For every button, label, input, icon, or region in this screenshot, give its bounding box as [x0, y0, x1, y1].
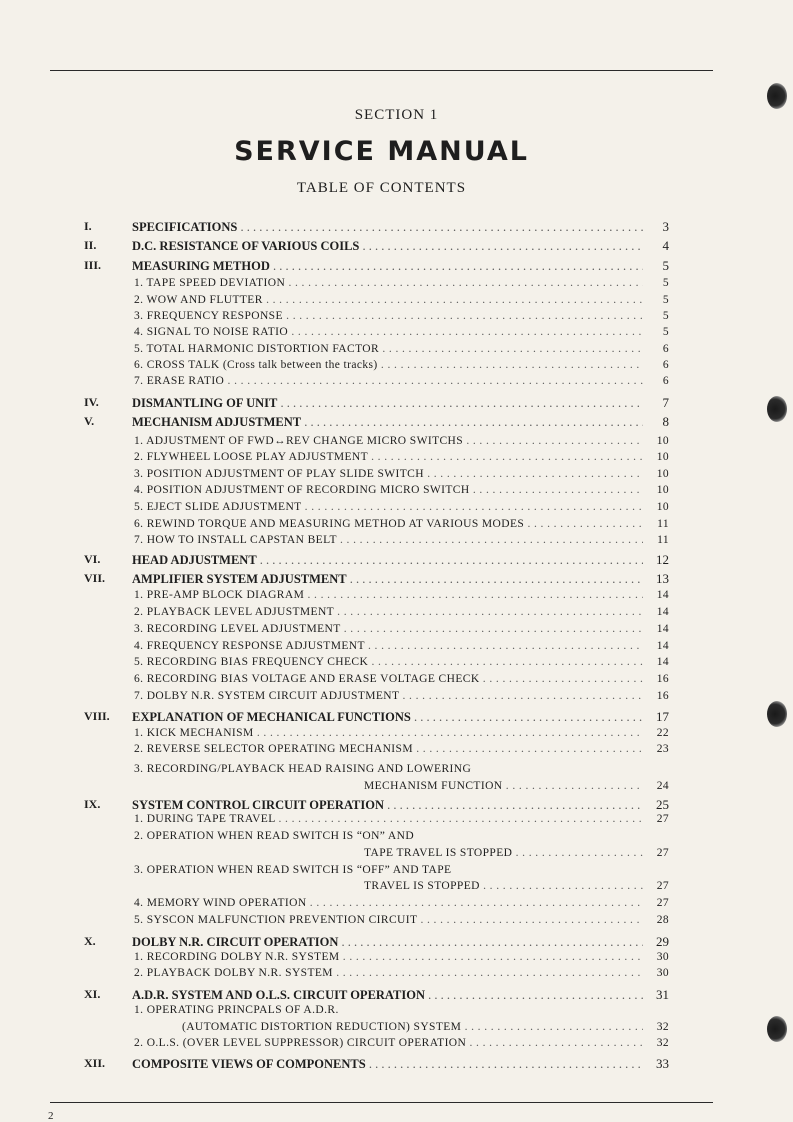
toc-entry-label: (AUTOMATIC DISTORTION REDUCTION) SYSTEM . . . — [84, 1021, 643, 1033]
toc-entry-label: 6. CROSS TALK (Cross talk between the tracks) . . . — [84, 359, 643, 371]
toc-page-number: 32 — [656, 1021, 669, 1033]
binder-hole — [767, 701, 787, 727]
toc-entry-label: 1. KICK MECHANISM . . . — [84, 727, 643, 739]
toc-entry-label: 1. DURING TAPE TRAVEL . . . — [84, 813, 643, 825]
toc-section-entry — [84, 414, 669, 430]
toc-entry-label: 1. RECORDING DOLBY N.R. SYSTEM . . . — [84, 951, 643, 963]
toc-subsection-entry — [84, 484, 669, 496]
toc-subsection-entry — [84, 813, 669, 825]
toc-page-number: 6 — [662, 343, 669, 355]
toc-entry-label: 2. O.L.S. (OVER LEVEL SUPPRESSOR) CIRCUIT OPERATION . . . — [84, 1037, 643, 1049]
toc-entry-label: MECHANISM FUNCTION . . . — [84, 780, 643, 792]
toc-subsection-entry — [84, 518, 669, 530]
toc-entry-label: 5. TOTAL HARMONIC DISTORTION FACTOR . . . — [84, 343, 643, 355]
binder-hole — [767, 1016, 787, 1042]
toc-subsection-entry — [84, 534, 669, 546]
toc-entry-label: HEAD ADJUSTMENT . . . — [84, 553, 643, 568]
toc-page-number: 10 — [656, 451, 669, 463]
toc-subsection-entry — [84, 967, 669, 979]
toc-subsection-entry — [84, 864, 669, 876]
toc-page-number: 3 — [662, 219, 669, 234]
toc-page-number: 27 — [656, 847, 669, 859]
toc-page-number: 11 — [657, 518, 669, 530]
toc-page-number: 16 — [656, 673, 669, 685]
toc-entry-label: 7. DOLBY N.R. SYSTEM CIRCUIT ADJUSTMENT . . . — [84, 690, 643, 702]
toc-page-number: 32 — [656, 1037, 669, 1049]
toc-entry-label: 7. HOW TO INSTALL CAPSTAN BELT . . . — [84, 534, 643, 546]
toc-entry-label: 2. OPERATION WHEN READ SWITCH IS “ON” AND — [134, 830, 415, 842]
toc-page-number: 29 — [656, 934, 669, 949]
toc-page-number: 27 — [656, 880, 669, 892]
toc-page-number: 17 — [656, 709, 669, 724]
toc-subsection-entry — [84, 1021, 669, 1033]
toc-page-number: 10 — [656, 501, 669, 513]
toc-entry-label: A.D.R. SYSTEM AND O.L.S. CIRCUIT OPERATION . . . — [84, 988, 643, 1003]
toc-page-number: 30 — [656, 967, 669, 979]
toc-page-number: 31 — [656, 987, 669, 1002]
toc-page-number: 5 — [662, 277, 669, 289]
toc-entry-label: DISMANTLING OF UNIT . . . — [84, 396, 643, 411]
toc-subsection-entry — [84, 640, 669, 652]
toc-subsection-entry — [84, 914, 669, 926]
toc-page-number: 10 — [656, 435, 669, 447]
toc-section-entry — [84, 987, 669, 1003]
toc-entry-label: TAPE TRAVEL IS STOPPED . . . — [84, 847, 643, 859]
toc-entry-label: 3. POSITION ADJUSTMENT OF PLAY SLIDE SWITCH . . . — [84, 468, 643, 480]
toc-page-number: 28 — [656, 914, 669, 926]
toc-roman-numeral: III. — [84, 258, 102, 272]
toc-entry-label: 6. REWIND TORQUE AND MEASURING METHOD AT VARIOUS MODES . . . — [84, 518, 643, 530]
toc-subsection-entry — [84, 727, 669, 739]
toc-roman-numeral: V. — [84, 414, 95, 428]
top-rule — [50, 70, 713, 71]
toc-subsection-entry — [84, 656, 669, 668]
toc-roman-numeral: IV. — [84, 395, 99, 409]
toc-entry-label: COMPOSITE VIEWS OF COMPONENTS . . . — [84, 1057, 643, 1072]
section-heading: SECTION 1 — [354, 107, 439, 123]
toc-page-number: 8 — [662, 414, 669, 429]
toc-section-entry — [84, 258, 669, 274]
toc-subsection-entry — [84, 951, 669, 963]
toc-subsection-entry — [84, 830, 669, 842]
toc-entry-label: 3. RECORDING/PLAYBACK HEAD RAISING AND LOWERING — [134, 763, 472, 775]
toc-subsection-entry — [84, 743, 669, 755]
toc-entry-label: 1. TAPE SPEED DEVIATION . . . — [84, 277, 643, 289]
toc-page-number: 23 — [656, 743, 669, 755]
toc-roman-numeral: X. — [84, 934, 96, 948]
toc-page-number: 14 — [656, 640, 669, 652]
toc-entry-label: 1. PRE-AMP BLOCK DIAGRAM . . . — [84, 589, 643, 601]
toc-entry-label: 6. RECORDING BIAS VOLTAGE AND ERASE VOLTAGE CHECK . . . — [84, 673, 643, 685]
toc-subsection-entry — [84, 468, 669, 480]
toc-section-entry — [84, 219, 669, 235]
toc-entry-label: 2. FLYWHEEL LOOSE PLAY ADJUSTMENT . . . — [84, 451, 643, 463]
toc-page-number: 5 — [662, 326, 669, 338]
toc-subsection-entry — [84, 294, 669, 306]
toc-entry-label: 7. ERASE RATIO . . . — [84, 375, 643, 387]
toc-roman-numeral: VII. — [84, 571, 106, 585]
toc-page-number: 5 — [662, 258, 669, 273]
toc-page-number: 16 — [656, 690, 669, 702]
toc-subsection-entry — [84, 897, 669, 909]
toc-page-number: 6 — [662, 359, 669, 371]
toc-entry-label: 5. SYSCON MALFUNCTION PREVENTION CIRCUIT . . . — [84, 914, 643, 926]
toc-subsection-entry — [84, 1004, 669, 1016]
toc-entry-label: D.C. RESISTANCE OF VARIOUS COILS . . . — [84, 239, 643, 254]
toc-roman-numeral: IX. — [84, 797, 101, 811]
page-title: SERVICE MANUAL — [234, 136, 529, 167]
toc-entry-label: MECHANISM ADJUSTMENT . . . — [84, 415, 643, 430]
toc-page-number: 6 — [662, 375, 669, 387]
toc-roman-numeral: VIII. — [84, 709, 110, 723]
toc-section-entry — [84, 934, 669, 950]
toc-subsection-entry — [84, 780, 669, 792]
toc-entry-label: 3. RECORDING LEVEL ADJUSTMENT . . . — [84, 623, 643, 635]
toc-entry-label: TRAVEL IS STOPPED . . . — [84, 880, 643, 892]
toc-subsection-entry — [84, 690, 669, 702]
toc-subsection-entry — [84, 277, 669, 289]
toc-heading: TABLE OF CONTENTS — [296, 180, 467, 196]
toc-entry-label: SPECIFICATIONS . . . — [84, 220, 643, 235]
toc-section-entry — [84, 709, 669, 725]
toc-entry-label: 2. REVERSE SELECTOR OPERATING MECHANISM . . . — [84, 743, 643, 755]
toc-page-number: 10 — [656, 468, 669, 480]
binder-hole — [767, 396, 787, 422]
toc-page-number: 30 — [656, 951, 669, 963]
toc-page-number: 5 — [662, 294, 669, 306]
toc-entry-label: SYSTEM CONTROL CIRCUIT OPERATION . . . — [84, 798, 643, 813]
toc-page-number: 33 — [656, 1056, 669, 1071]
toc-section-entry — [84, 238, 669, 254]
toc-page-number: 13 — [656, 571, 669, 586]
binder-hole — [767, 83, 787, 109]
toc-section-entry — [84, 1056, 669, 1072]
toc-page-number: 11 — [657, 534, 669, 546]
toc-subsection-entry — [84, 623, 669, 635]
toc-roman-numeral: II. — [84, 238, 97, 252]
toc-entry-label: 2. PLAYBACK DOLBY N.R. SYSTEM . . . — [84, 967, 643, 979]
toc-subsection-entry — [84, 1037, 669, 1049]
toc-entry-label: DOLBY N.R. CIRCUIT OPERATION . . . — [84, 935, 643, 950]
toc-entry-label: 4. POSITION ADJUSTMENT OF RECORDING MICRO SWITCH . . . — [84, 484, 643, 496]
toc-entry-label: 4. FREQUENCY RESPONSE ADJUSTMENT . . . — [84, 640, 643, 652]
toc-subsection-entry — [84, 880, 669, 892]
toc-page-number: 14 — [656, 656, 669, 668]
toc-subsection-entry — [84, 589, 669, 601]
toc-subsection-entry — [84, 673, 669, 685]
toc-section-entry — [84, 797, 669, 813]
toc-subsection-entry — [84, 310, 669, 322]
toc-entry-label: 3. FREQUENCY RESPONSE . . . — [84, 310, 643, 322]
toc-roman-numeral: VI. — [84, 552, 101, 566]
toc-subsection-entry — [84, 435, 669, 447]
toc-entry-label: 2. PLAYBACK LEVEL ADJUSTMENT . . . — [84, 606, 643, 618]
page-number: 2 — [48, 1110, 54, 1122]
toc-page-number: 5 — [662, 310, 669, 322]
toc-entry-label: AMPLIFIER SYSTEM ADJUSTMENT . . . — [84, 572, 643, 587]
toc-page-number: 25 — [656, 797, 669, 812]
toc-section-entry — [84, 395, 669, 411]
toc-subsection-entry — [84, 451, 669, 463]
toc-entry-label: 4. MEMORY WIND OPERATION . . . — [84, 897, 643, 909]
toc-entry-label: MEASURING METHOD . . . — [84, 259, 643, 274]
toc-subsection-entry — [84, 326, 669, 338]
toc-page-number: 12 — [656, 552, 669, 567]
toc-subsection-entry — [84, 359, 669, 371]
toc-subsection-entry — [84, 847, 669, 859]
toc-page-number: 7 — [662, 395, 669, 410]
toc-entry-label: 1. ADJUSTMENT OF FWD↔REV CHANGE MICRO SWITCHS . . . — [84, 435, 643, 447]
toc-page-number: 14 — [656, 623, 669, 635]
toc-entry-label: 3. OPERATION WHEN READ SWITCH IS “OFF” AND TAPE — [134, 864, 452, 876]
toc-page-number: 14 — [656, 589, 669, 601]
toc-subsection-entry — [84, 343, 669, 355]
toc-page-number: 10 — [656, 484, 669, 496]
toc-subsection-entry — [84, 375, 669, 387]
toc-roman-numeral: I. — [84, 219, 92, 233]
toc-page-number: 14 — [656, 606, 669, 618]
toc-page-number: 4 — [662, 238, 669, 253]
toc-page-number: 22 — [656, 727, 669, 739]
toc-subsection-entry — [84, 606, 669, 618]
toc-entry-label: 1. OPERATING PRINCPALS OF A.D.R. — [134, 1004, 339, 1016]
toc-entry-label: 4. SIGNAL TO NOISE RATIO . . . — [84, 326, 643, 338]
bottom-rule — [50, 1102, 713, 1103]
toc-entry-label: 5. EJECT SLIDE ADJUSTMENT . . . — [84, 501, 643, 513]
toc-entry-label: EXPLANATION OF MECHANICAL FUNCTIONS . . . — [84, 710, 643, 725]
toc-subsection-entry — [84, 501, 669, 513]
toc-roman-numeral: XI. — [84, 987, 101, 1001]
toc-page-number: 24 — [656, 780, 669, 792]
toc-entry-label: 2. WOW AND FLUTTER . . . — [84, 294, 643, 306]
toc-roman-numeral: XII. — [84, 1056, 106, 1070]
toc-section-entry — [84, 571, 669, 587]
toc-section-entry — [84, 552, 669, 568]
toc-page-number: 27 — [656, 813, 669, 825]
toc-page-number: 27 — [656, 897, 669, 909]
toc-entry-label: 5. RECORDING BIAS FREQUENCY CHECK . . . — [84, 656, 643, 668]
toc-subsection-entry — [84, 763, 669, 775]
